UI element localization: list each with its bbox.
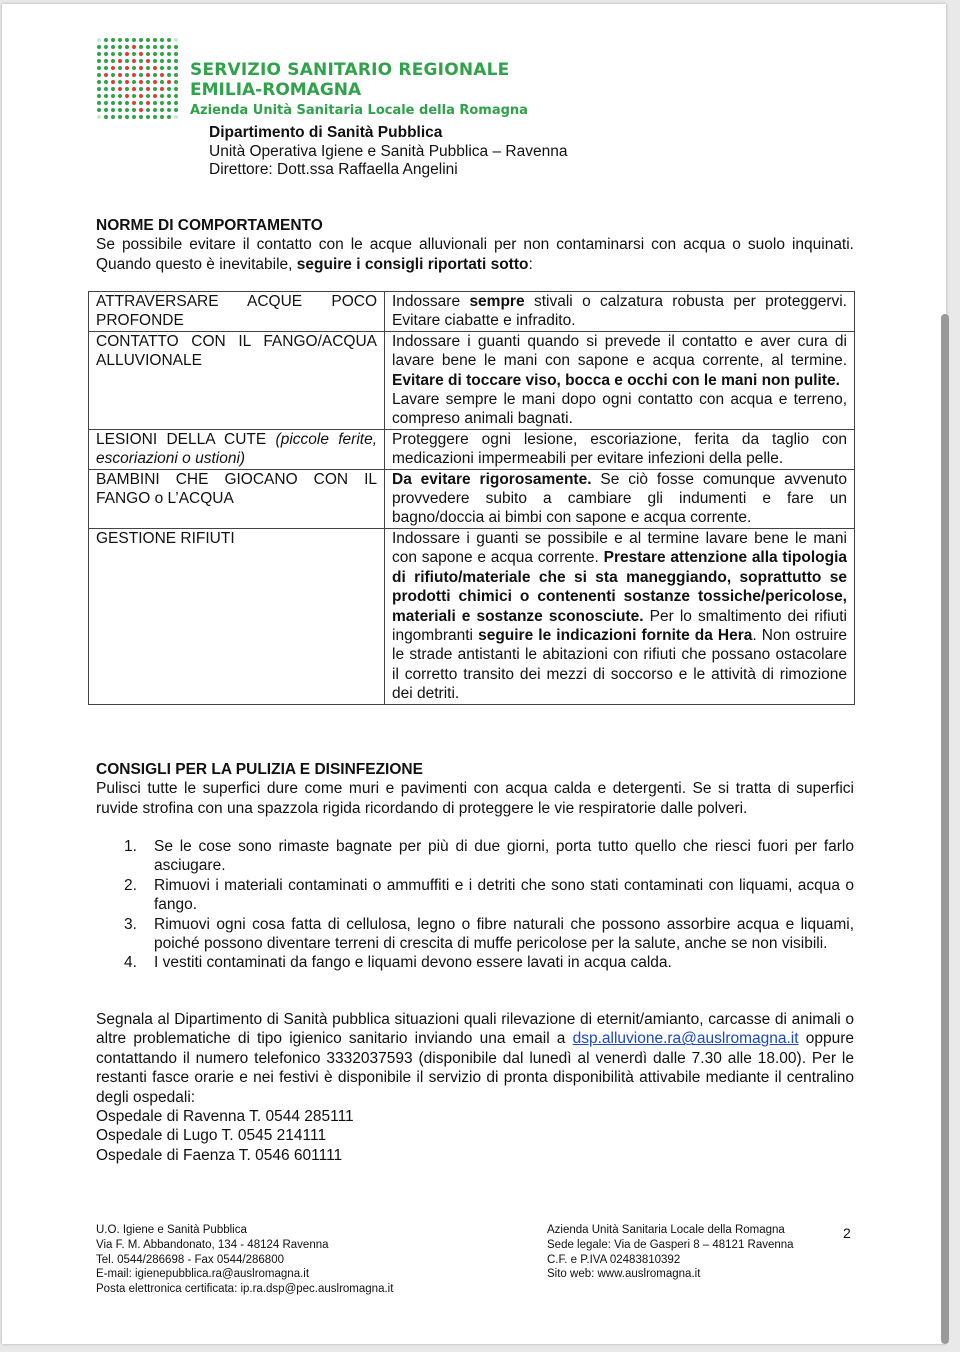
table-cell-advice bbox=[385, 469, 855, 528]
logo-dot bbox=[160, 73, 164, 77]
logo-dot bbox=[174, 101, 178, 105]
logo-dot bbox=[174, 59, 178, 63]
logo-dot bbox=[111, 108, 115, 112]
logo-dot bbox=[132, 73, 136, 77]
logo-text bbox=[190, 60, 528, 121]
list-number: 4. bbox=[124, 954, 137, 972]
logo-dot bbox=[111, 94, 115, 98]
logo-dot bbox=[153, 94, 157, 98]
logo-dot bbox=[104, 108, 108, 112]
logo-dot bbox=[153, 59, 157, 63]
logo-dot bbox=[153, 87, 157, 91]
logo-dot bbox=[174, 38, 178, 42]
logo-dot bbox=[153, 73, 157, 77]
logo-dot bbox=[153, 66, 157, 70]
list-number: 2. bbox=[124, 876, 137, 894]
logo-dot bbox=[104, 59, 108, 63]
logo-dot bbox=[111, 101, 115, 105]
logo-dot bbox=[97, 45, 101, 49]
advice-bold: Evitare di toccare viso, bocca e occhi con le mani non pulite. bbox=[392, 371, 840, 389]
logo-dot-pattern bbox=[96, 37, 180, 121]
table-row bbox=[89, 331, 855, 429]
logo-dot bbox=[139, 73, 143, 77]
list-number: 3. bbox=[124, 915, 137, 933]
table-row bbox=[89, 469, 855, 528]
logo-dot bbox=[97, 66, 101, 70]
logo-dot bbox=[174, 87, 178, 91]
logo-dot bbox=[160, 38, 164, 42]
logo-dot bbox=[146, 38, 150, 42]
table-row bbox=[89, 528, 855, 704]
logo-line-3: Azienda Unità Sanitaria Locale della Romagna bbox=[190, 103, 528, 118]
advice-bold: sempre bbox=[469, 293, 525, 310]
logo-dot bbox=[111, 45, 115, 49]
logo-dot bbox=[160, 101, 164, 105]
logo-dot bbox=[167, 94, 171, 98]
logo-dot bbox=[139, 59, 143, 63]
logo-dot bbox=[167, 45, 171, 49]
logo-dot bbox=[111, 59, 115, 63]
scrollbar[interactable] bbox=[941, 314, 949, 1344]
logo-dot bbox=[118, 59, 122, 63]
logo-dot bbox=[174, 73, 178, 77]
logo-dot bbox=[97, 87, 101, 91]
logo-dot bbox=[111, 73, 115, 77]
logo-dot bbox=[139, 115, 143, 119]
department-name: Dipartimento di Sanità Pubblica bbox=[209, 124, 443, 141]
logo-dot bbox=[167, 80, 171, 84]
advice-text: Indossare bbox=[392, 293, 470, 310]
logo-dot bbox=[118, 80, 122, 84]
logo-dot bbox=[167, 108, 171, 112]
logo-dot bbox=[125, 52, 129, 56]
logo-dot bbox=[97, 94, 101, 98]
logo-dot bbox=[160, 59, 164, 63]
advice-text: Indossare i guanti se possibile e al termine lavare bene le mani con sapone e acqua corrente. bbox=[392, 529, 847, 567]
logo-dot bbox=[160, 80, 164, 84]
situation-italic: (piccole ferite, escoriazioni o ustioni) bbox=[96, 430, 378, 468]
logo-dot bbox=[146, 87, 150, 91]
page-number: 2 bbox=[843, 1225, 851, 1241]
logo-dot bbox=[167, 73, 171, 77]
logo-dot bbox=[139, 108, 143, 112]
logo-dot bbox=[139, 87, 143, 91]
logo-dot bbox=[97, 52, 101, 56]
logo-dot bbox=[153, 45, 157, 49]
situation-text: LESIONI DELLA CUTE bbox=[96, 430, 276, 448]
logo-dot bbox=[146, 45, 150, 49]
logo-dot bbox=[146, 94, 150, 98]
logo-dot bbox=[146, 101, 150, 105]
logo-dot bbox=[118, 66, 122, 70]
logo-dot bbox=[132, 80, 136, 84]
footer-line: Tel. 0544/286698 - Fax 0544/286800 bbox=[96, 1253, 284, 1266]
department-header bbox=[209, 124, 567, 180]
logo-dot bbox=[167, 87, 171, 91]
pulizia-intro: Pulisci tutte le superfici dure come muri e pavimenti con acqua calda e detergenti. Se si tratta di superfici ruvide strofina con una spazzola rigida ricordando di proteggere le vie respiratorie dalle polveri. bbox=[96, 780, 854, 817]
pulizia-section bbox=[96, 760, 854, 818]
list-text: Rimuovi ogni cosa fatta di cellulosa, legno o fibre naturali che possono assorbire acqua e liquami, poiché possono diventare terreni di crescita di muffe pericolose per la salute, anche se non visibili. bbox=[154, 915, 854, 953]
logo-dot bbox=[104, 101, 108, 105]
table-cell-situation: ATTRAVERSARE ACQUE POCO PROFONDE bbox=[89, 292, 385, 332]
table-cell-situation: GESTIONE RIFIUTI bbox=[89, 528, 385, 704]
footer-line: U.O. Igiene e Sanità Pubblica bbox=[96, 1224, 247, 1236]
logo-dot bbox=[104, 87, 108, 91]
norme-intro-end: : bbox=[528, 255, 533, 273]
logo-dot bbox=[104, 73, 108, 77]
logo-dot bbox=[160, 52, 164, 56]
table-cell-situation bbox=[89, 429, 385, 469]
logo-dot bbox=[97, 73, 101, 77]
logo-dot bbox=[153, 115, 157, 119]
logo-dot bbox=[132, 52, 136, 56]
logo-dot bbox=[125, 94, 129, 98]
logo-dot bbox=[118, 45, 122, 49]
list-text: Se le cose sono rimaste bagnate per più di due giorni, porta tutto quello che riesci fuori per farlo asciugare. bbox=[154, 838, 854, 875]
logo-dot bbox=[97, 108, 101, 112]
logo-dot bbox=[167, 115, 171, 119]
logo-dot bbox=[132, 101, 136, 105]
logo-dot bbox=[174, 115, 178, 119]
footer-line: Sede legale: Via de Gasperi 8 – 48121 Ravenna bbox=[547, 1238, 794, 1251]
logo-dot bbox=[118, 38, 122, 42]
logo-dot bbox=[174, 94, 178, 98]
logo-dot bbox=[118, 52, 122, 56]
logo-dot bbox=[153, 38, 157, 42]
logo-dot bbox=[118, 101, 122, 105]
table-cell-advice bbox=[385, 528, 855, 704]
logo-dot bbox=[146, 108, 150, 112]
logo-dot bbox=[167, 101, 171, 105]
logo-dot bbox=[160, 87, 164, 91]
logo-dot bbox=[111, 80, 115, 84]
logo-dot bbox=[146, 73, 150, 77]
logo-dot bbox=[132, 87, 136, 91]
logo-dot bbox=[118, 94, 122, 98]
segnala-section bbox=[96, 1010, 854, 1165]
logo-dot bbox=[125, 38, 129, 42]
table-cell-situation: BAMBINI CHE GIOCANO CON IL FANGO o L’ACQUA bbox=[89, 469, 385, 528]
logo-dot bbox=[139, 101, 143, 105]
table-row bbox=[89, 429, 855, 469]
logo-dot bbox=[97, 101, 101, 105]
director-name: Direttore: Dott.ssa Raffaella Angelini bbox=[209, 161, 458, 178]
logo-dot bbox=[125, 73, 129, 77]
footer-line: Azienda Unità Sanitaria Locale della Romagna bbox=[547, 1224, 785, 1236]
footer-line: Sito web: www.auslromagna.it bbox=[547, 1268, 701, 1281]
hospital-line: Ospedale di Ravenna T. 0544 285111 bbox=[96, 1108, 354, 1126]
logo-dot bbox=[132, 38, 136, 42]
logo-dot bbox=[125, 59, 129, 63]
logo-dot bbox=[125, 87, 129, 91]
logo-dot bbox=[118, 73, 122, 77]
segnala-text: Segnala al Dipartimento di Sanità pubblica situazioni quali rilevazione di eternit/amianto, carcasse di animali o altre problematiche di tipo igienico sanitario inviando una email a bbox=[96, 1011, 854, 1048]
logo-dot bbox=[167, 52, 171, 56]
segnala-text: oppure contattando il numero telefonico 3332037593 (disponibile dal lunedì al venerdì dalle 7.30 alle 18.00). Per le restanti fasce orarie e nei festivi è disponibile il servizio di pronta disponibilità attivabile mediante il centralino degli ospedali: bbox=[96, 1030, 854, 1106]
logo-dot bbox=[139, 38, 143, 42]
logo-dot bbox=[146, 80, 150, 84]
logo-dot bbox=[153, 52, 157, 56]
logo-dot bbox=[111, 52, 115, 56]
unit-name: Unità Operativa Igiene e Sanità Pubblica – Ravenna bbox=[209, 142, 568, 160]
logo-dot bbox=[132, 115, 136, 119]
advice-bold: seguire le indicazioni fornite da Hera bbox=[478, 626, 753, 644]
logo-line-2: EMILIA-ROMAGNA bbox=[190, 80, 362, 100]
logo-dot bbox=[97, 38, 101, 42]
logo-dot bbox=[167, 59, 171, 63]
logo-dot bbox=[104, 45, 108, 49]
logo-dot bbox=[125, 115, 129, 119]
advice-text: Se ciò fosse comunque avvenuto provvedere subito a cambiare gli indumenti e fare un bagno/doccia ai bimbi con sapone e acqua corrente. bbox=[392, 470, 847, 527]
pulizia-title: CONSIGLI PER LA PULIZIA E DISINFEZIONE bbox=[96, 761, 423, 778]
logo-dot bbox=[174, 80, 178, 84]
norme-intro-bold: seguire i consigli riportati sotto bbox=[296, 255, 529, 273]
logo-dot bbox=[160, 66, 164, 70]
logo-dot bbox=[153, 80, 157, 84]
logo-dot bbox=[125, 80, 129, 84]
advice-text: stivali o calzatura robusta per proteggervi. Evitare ciabatte e infradito. bbox=[392, 293, 847, 330]
list-item bbox=[96, 953, 854, 972]
table-cell-advice: Proteggere ogni lesione, escoriazione, ferita da taglio con medicazioni impermeabili per evitare infezioni della pelle. bbox=[385, 429, 855, 469]
list-item bbox=[96, 876, 854, 915]
hospital-line: Ospedale di Faenza T. 0546 601111 bbox=[96, 1146, 343, 1164]
logo-dot bbox=[146, 115, 150, 119]
logo-dot bbox=[125, 66, 129, 70]
logo-dot bbox=[132, 59, 136, 63]
logo-dot bbox=[132, 66, 136, 70]
logo-dot bbox=[174, 52, 178, 56]
list-text: Rimuovi i materiali contaminati o ammuffiti e i detriti che sono stati contaminati con liquami, acqua o fango. bbox=[154, 876, 854, 914]
logo-dot bbox=[125, 101, 129, 105]
logo-dot bbox=[125, 45, 129, 49]
pulizia-list bbox=[96, 837, 854, 973]
logo-dot bbox=[104, 94, 108, 98]
logo-dot bbox=[139, 80, 143, 84]
footer-line: Via F. M. Abbandonato, 134 - 48124 Ravenna bbox=[96, 1238, 329, 1251]
logo-line-1: SERVIZIO SANITARIO REGIONALE bbox=[190, 60, 510, 80]
logo-dot bbox=[104, 115, 108, 119]
logo-dot bbox=[104, 66, 108, 70]
table-cell-advice bbox=[385, 331, 855, 429]
logo-dot bbox=[104, 52, 108, 56]
logo-dot bbox=[160, 115, 164, 119]
logo-dot bbox=[160, 94, 164, 98]
table-row bbox=[89, 292, 855, 332]
logo-dot bbox=[139, 45, 143, 49]
logo-dot bbox=[174, 45, 178, 49]
logo-dot bbox=[167, 66, 171, 70]
footer-line: C.F. e P.IVA 02483810392 bbox=[547, 1253, 681, 1266]
logo-dot bbox=[118, 115, 122, 119]
norme-title: NORME DI COMPORTAMENTO bbox=[96, 217, 323, 234]
logo-dot bbox=[139, 66, 143, 70]
norme-section bbox=[96, 216, 854, 274]
logo-dot bbox=[139, 94, 143, 98]
advice-text: . Non ostruire le strade antistanti le abitazioni con rifiuti che possano ostacolare il corretto transito dei mezzi di soccorso e le attività di rimozione dei detriti. bbox=[392, 626, 847, 703]
norme-intro-text: Se possibile evitare il contatto con le acque alluvionali per non contaminarsi con acqua o suolo inquinati. Quando questo è inevitabile, bbox=[96, 236, 854, 273]
rules-table bbox=[88, 291, 855, 705]
footer-line: Posta elettronica certificata: ip.ra.dsp@pec.auslromagna.it bbox=[96, 1283, 394, 1296]
logo-dot bbox=[97, 80, 101, 84]
logo-dot bbox=[111, 87, 115, 91]
logo-dot bbox=[146, 59, 150, 63]
hospital-line: Ospedale di Lugo T. 0545 214111 bbox=[96, 1127, 327, 1145]
advice-bold: Prestare attenzione alla tipologia di rifiuto/materiale che si sta maneggiando, soprattutto se prodotti chimici o contenenti sostanze tossiche/pericolose, materiali e sostanze sconosciute. bbox=[392, 549, 847, 625]
list-item bbox=[96, 915, 854, 954]
table-cell-situation: CONTATTO CON IL FANGO/ACQUA ALLUVIONALE bbox=[89, 331, 385, 429]
norme-intro bbox=[96, 235, 854, 274]
advice-bold: Da evitare rigorosamente. bbox=[392, 470, 592, 488]
table-cell-advice bbox=[385, 292, 855, 332]
logo-dot bbox=[132, 108, 136, 112]
logo-dot bbox=[111, 38, 115, 42]
segnala-paragraph bbox=[96, 1010, 854, 1107]
logo-dot bbox=[146, 66, 150, 70]
logo-dot bbox=[104, 80, 108, 84]
footer-line: E-mail: igienepubblica.ra@auslromagna.it bbox=[96, 1268, 310, 1281]
logo-dot bbox=[167, 38, 171, 42]
logo-dot bbox=[132, 94, 136, 98]
footer-left bbox=[96, 1223, 393, 1297]
footer-right bbox=[547, 1223, 794, 1282]
logo-dot bbox=[118, 87, 122, 91]
logo-dot bbox=[111, 115, 115, 119]
logo-dot bbox=[174, 66, 178, 70]
advice-text: Indossare i guanti quando si prevede il contatto e aver cura di lavare bene le mani con sapone e acqua corrente, al termine. bbox=[392, 332, 847, 370]
logo-dot bbox=[125, 108, 129, 112]
logo-dot bbox=[104, 38, 108, 42]
email-link[interactable]: dsp.alluvione.ra@auslromagna.it bbox=[572, 1030, 799, 1048]
logo-dot bbox=[132, 45, 136, 49]
logo-dot bbox=[118, 108, 122, 112]
logo-dot bbox=[111, 66, 115, 70]
logo-dot bbox=[174, 108, 178, 112]
list-text: I vestiti contaminati da fango e liquami devono essere lavati in acqua calda. bbox=[154, 954, 672, 972]
logo-dot bbox=[97, 115, 101, 119]
logo-dot bbox=[153, 101, 157, 105]
logo-dot bbox=[139, 52, 143, 56]
advice-text: Lavare sempre le mani dopo ogni contatto con acqua e terreno, compreso animali bagnati. bbox=[392, 391, 847, 428]
logo-dot bbox=[97, 59, 101, 63]
list-item bbox=[96, 837, 854, 876]
logo-dot bbox=[160, 108, 164, 112]
logo-dot bbox=[160, 45, 164, 49]
logo-dot bbox=[153, 108, 157, 112]
advice-text: Per lo smaltimento dei rifiuti ingombranti bbox=[392, 607, 848, 644]
logo-dot bbox=[146, 52, 150, 56]
list-number: 1. bbox=[124, 838, 137, 855]
